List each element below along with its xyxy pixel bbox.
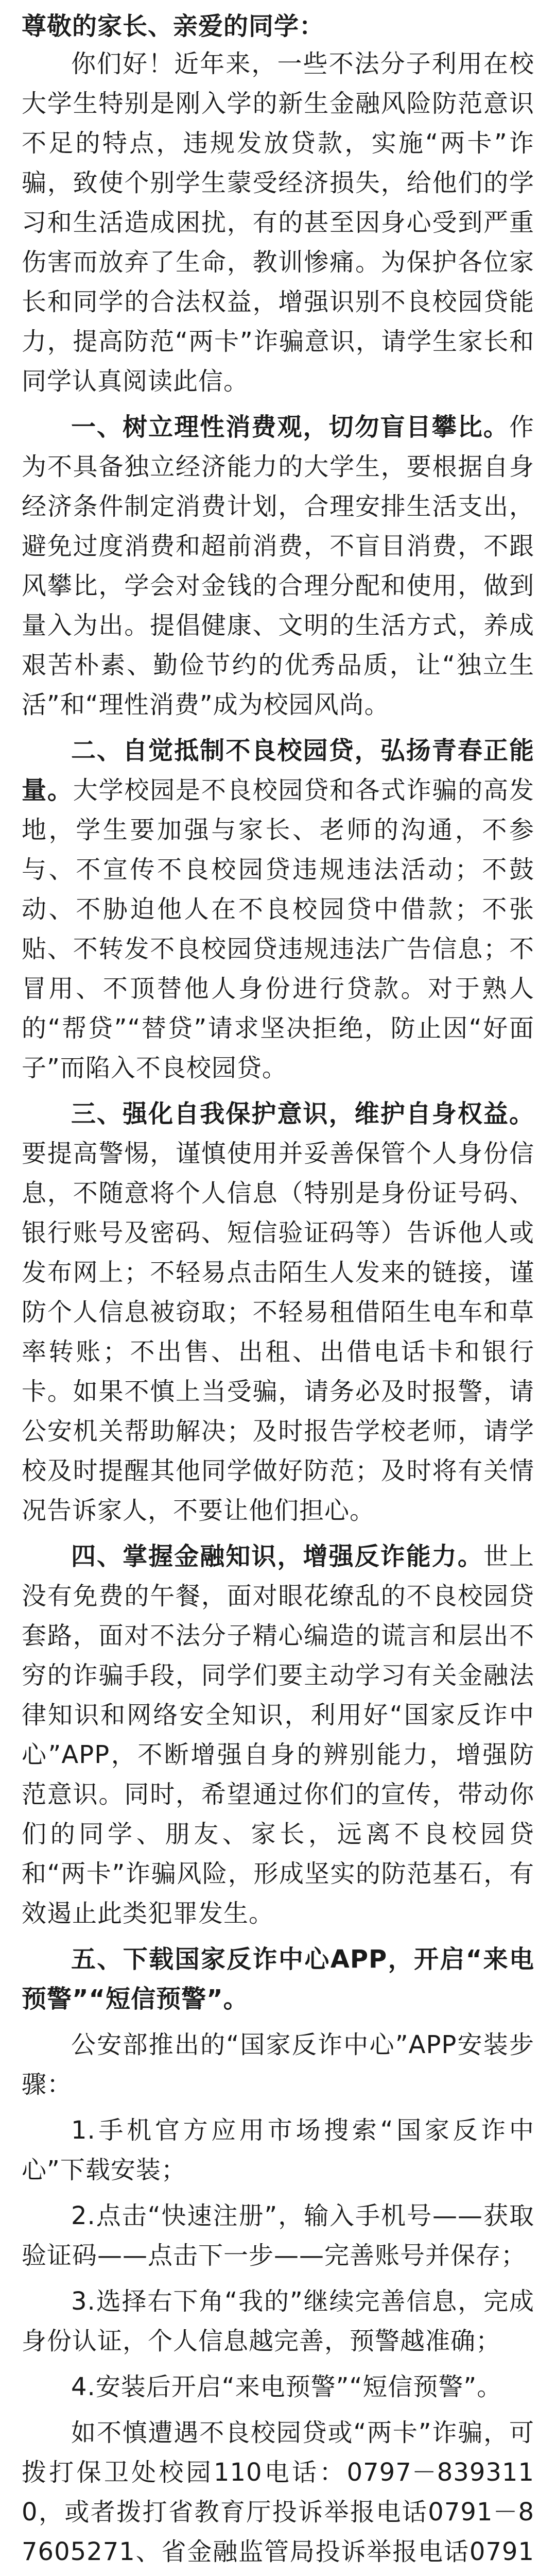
section-2 (22, 731, 534, 1088)
hotline-paragraph: 如不慎遭遇不良校园贷或“两卡”诈骗，可拨打保卫处校园110电话：0797－8393110，或者拨打省教育厅投诉举报电话0791－87605271、省金融监管局投诉举报电话0791 (22, 2418, 534, 2566)
section-4-body: 世上没有免费的午餐，面对眼花缭乱的不良校园贷套路，面对不法分子精心编造的谎言和层出不穷的诈骗手段，同学们要主动学习有关金融法律知识和网络安全知识，利用好“国家反诈中心”APP，不断增强自身的辨别能力，增强防范意识。同时，希望通过你们的宣传，带动你们的同学、朋友、家长，远离不良校园贷和“两卡”诈骗风险，形成坚实的防范基石，有效遏止此类犯罪发生。 (22, 1542, 534, 1928)
step-3: 3.选择右下角“我的”继续完善信息，完成身份认证，个人信息越完善，预警越准确； (22, 2287, 534, 2355)
step-2: 2.点击“快速注册”，输入手机号——获取验证码——点击下一步——完善账号并保存； (22, 2201, 534, 2270)
section-4 (22, 1537, 534, 1934)
section-1-body: 作为不具备独立经济能力的大学生，要根据自身经济条件制定消费计划，合理安排生活支出，避免过度消费和超前消费，不盲目消费，不跟风攀比，学会对金钱的合理分配和使用，做到量入为出。提倡健康、文明的生活方式，养成艰苦朴素、勤俭节约的优秀品质，让“独立生活”和“理性消费”成为校园风尚。 (22, 413, 534, 719)
greeting: 尊敬的家长、亲爱的同学： (22, 12, 325, 41)
section-1 (22, 408, 534, 725)
step-1: 1.手机官方应用市场搜索“国家反诈中心”下载安装； (22, 2116, 534, 2184)
steps-intro: 公安部推出的“国家反诈中心”APP安装步骤： (22, 2030, 534, 2099)
section-3 (22, 1094, 534, 1531)
section-5-heading: 五、下载国家反诈中心APP，开启“来电预警”“短信预警”。 (22, 1945, 534, 2013)
section-3-heading: 三、强化自我保护意识，维护自身权益。 (71, 1099, 534, 1128)
section-2-body: 大学校园是不良校园贷和各式诈骗的高发地，学生要加强与家长、老师的沟通，不参与、不宣传不良校园贷违规违法活动；不鼓动、不胁迫他人在不良校园贷中借款；不张贴、不转发不良校园贷违规违法广告信息；不冒用、不顶替他人身份进行贷款。对于熟人的“帮贷”“替贷”请求坚决拒绝，防止因“好面子”而陷入不良校园贷。 (22, 776, 534, 1082)
intro-paragraph: 你们好！近年来，一些不法分子利用在校大学生特别是刚入学的新生金融风险防范意识不足的特点，违规发放贷款，实施“两卡”诈骗，致使个别学生蒙受经济损失，给他们的学习和生活造成困扰，有的甚至因身心受到严重伤害而放弃了生命，教训惨痛。为保护各位家长和同学的合法权益，增强识别不良校园贷能力，提高防范“两卡”诈骗意识，请学生家长和同学认真阅读此信。 (22, 49, 534, 396)
section-2-heading: 二、自觉抵制不良校园贷，弘扬青春正能量。 (22, 736, 534, 805)
section-5 (22, 1940, 534, 2019)
section-4-heading: 四、掌握金融知识，增强反诈能力。 (71, 1542, 483, 1571)
step-4: 4.安装后开启“来电预警”“短信预警”。 (71, 2372, 502, 2401)
section-3-body: 要提高警惕，谨慎使用并妥善保管个人身份信息，不随意将个人信息（特别是身份证号码、银行账号及密码、短信验证码等）告诉他人或发布网上；不轻易点击陌生人发来的链接，谨防个人信息被窃取；不轻易租借陌生电车和草率转账；不出售、出租、出借电话卡和银行卡。如果不慎上当受骗，请务必及时报警，请公安机关帮助解决；及时报告学校老师，请学校及时提醒其他同学做好防范；及时将有关情况告诉家人，不要让他们担心。 (22, 1139, 534, 1525)
section-1-heading: 一、树立理性消费观，切勿盲目攀比。 (71, 413, 509, 442)
